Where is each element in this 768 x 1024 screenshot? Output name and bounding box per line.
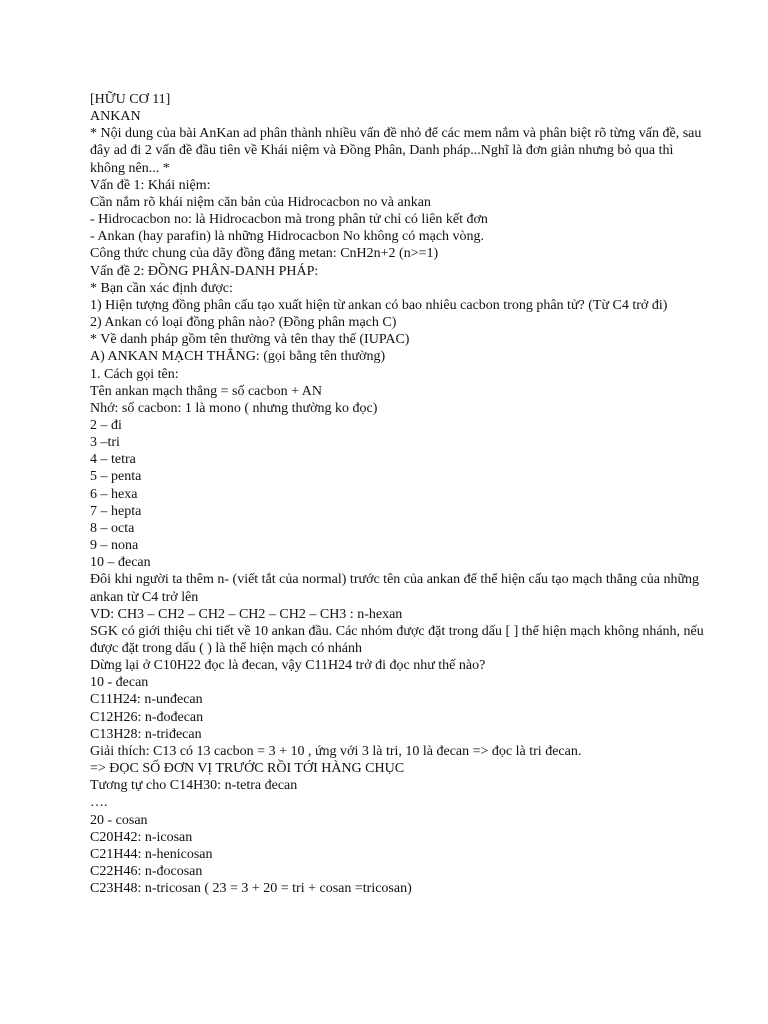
document-page xyxy=(90,91,710,897)
explanation-line: Giải thích: C13 có 13 cacbon = 3 + 10 , ứng với 3 là tri, 10 là đecan => đọc là tri đecan. xyxy=(90,743,582,759)
subsection-a-heading: A) ANKAN MẠCH THẲNG: (gọi bằng tên thường) xyxy=(90,349,386,365)
example-line: VD: CH3 – CH2 – CH2 – CH2 – CH2 – CH3 : n-hexan xyxy=(90,606,403,622)
name-list-item: C11H24: n-unđecan xyxy=(90,692,203,708)
prefix-list-item: 10 – đecan xyxy=(90,555,151,571)
name-list-item: C23H48: n-tricosan ( 23 = 3 + 20 = tri + cosan =tricosan) xyxy=(90,881,412,897)
text-line: Tương tự cho C14H30: n-tetra đecan xyxy=(90,778,298,794)
name-list-item: C22H46: n-đocosan xyxy=(90,864,203,880)
name-list-item: C13H28: n-triđecan xyxy=(90,726,202,742)
prefix-list-item: 6 – hexa xyxy=(90,486,138,502)
text-paragraph: Đôi khi người ta thêm n- (viết tắt của normal) trước tên của ankan để thể hiện cấu tạo mạch thẳng của những ankan từ C4 trở lên xyxy=(90,572,703,605)
rule-line: => ĐỌC SỐ ĐƠN VỊ TRƯỚC RỒI TỚI HÀNG CHỤC xyxy=(90,761,405,777)
prefix-list-item: 3 –tri xyxy=(90,435,120,451)
text-line: Dừng lại ở C10H22 đọc là đecan, vậy C11H24 trở đi đọc như thế nào? xyxy=(90,658,486,674)
doc-title-bracket: [HỮU CƠ 11] xyxy=(90,92,171,107)
prefix-list-item: 7 – hepta xyxy=(90,503,142,519)
name-list-item: 10 - đecan xyxy=(90,675,149,691)
ellipsis-line: …. xyxy=(90,795,108,811)
prefix-list-item: 2 – đi xyxy=(90,417,122,433)
name-list-item: C12H26: n-đođecan xyxy=(90,709,204,725)
question-2: 2) Ankan có loại đồng phân nào? (Đồng phân mạch C) xyxy=(90,315,397,331)
general-formula-line: Công thức chung của dãy đồng đẳng metan: CnH2n+2 (n>=1) xyxy=(90,246,439,262)
prefix-list-item: 8 – octa xyxy=(90,520,135,536)
text-line: Nhớ: số cacbon: 1 là mono ( nhưng thường ko đọc) xyxy=(90,400,378,416)
text-line: 1. Cách gọi tên: xyxy=(90,366,179,382)
prefix-list-item: 5 – penta xyxy=(90,469,142,485)
doc-heading-ankan: ANKAN xyxy=(90,109,141,125)
text-line: - Ankan (hay parafin) là những Hidrocacbon No không có mạch vòng. xyxy=(90,229,485,245)
text-line: - Hidrocacbon no: là Hidrocacbon mà trong phân tử chỉ có liên kết đơn xyxy=(90,212,488,228)
text-line: Cần nắm rõ khái niệm căn bản của Hidrocacbon no và ankan xyxy=(90,194,431,210)
text-line: * Bạn cần xác định được: xyxy=(90,280,233,296)
name-list-item: C21H44: n-henicosan xyxy=(90,846,213,862)
section-2-heading: Vấn đề 2: ĐỒNG PHÂN-DANH PHÁP: xyxy=(90,263,319,279)
question-1: 1) Hiện tượng đồng phân cấu tạo xuất hiện từ ankan có bao nhiêu cacbon trong phân tử? (Từ C4 trở đi) xyxy=(90,297,668,313)
text-line: Tên ankan mạch thẳng = số cacbon + AN xyxy=(90,383,322,399)
name-list-item: C20H42: n-icosan xyxy=(90,829,193,845)
name-list-item: 20 - cosan xyxy=(90,812,148,828)
text-paragraph: SGK có giới thiệu chi tiết về 10 ankan đầu. Các nhóm được đặt trong dấu [ ] thể hiện mạch không nhánh, nếu được đặt trong dấu ( ) là thể hiện mạch có nhánh xyxy=(90,623,708,656)
prefix-list-item: 4 – tetra xyxy=(90,452,136,468)
prefix-list-item: 9 – nona xyxy=(90,538,139,554)
text-line: * Về danh pháp gồm tên thường và tên thay thế (IUPAC) xyxy=(90,332,410,348)
intro-paragraph: * Nội dung của bài AnKan ad phân thành nhiều vấn đề nhỏ để các mem nắm và phân biệt rõ từng vấn đề, sau đây ad đi 2 vấn đề đầu tiên về Khái niệm và Đồng Phân, Danh pháp...Nghĩ là đơn giản nhưng bỏ qua thì không nên... * xyxy=(90,126,705,176)
section-1-heading: Vấn đề 1: Khái niệm: xyxy=(90,177,211,193)
